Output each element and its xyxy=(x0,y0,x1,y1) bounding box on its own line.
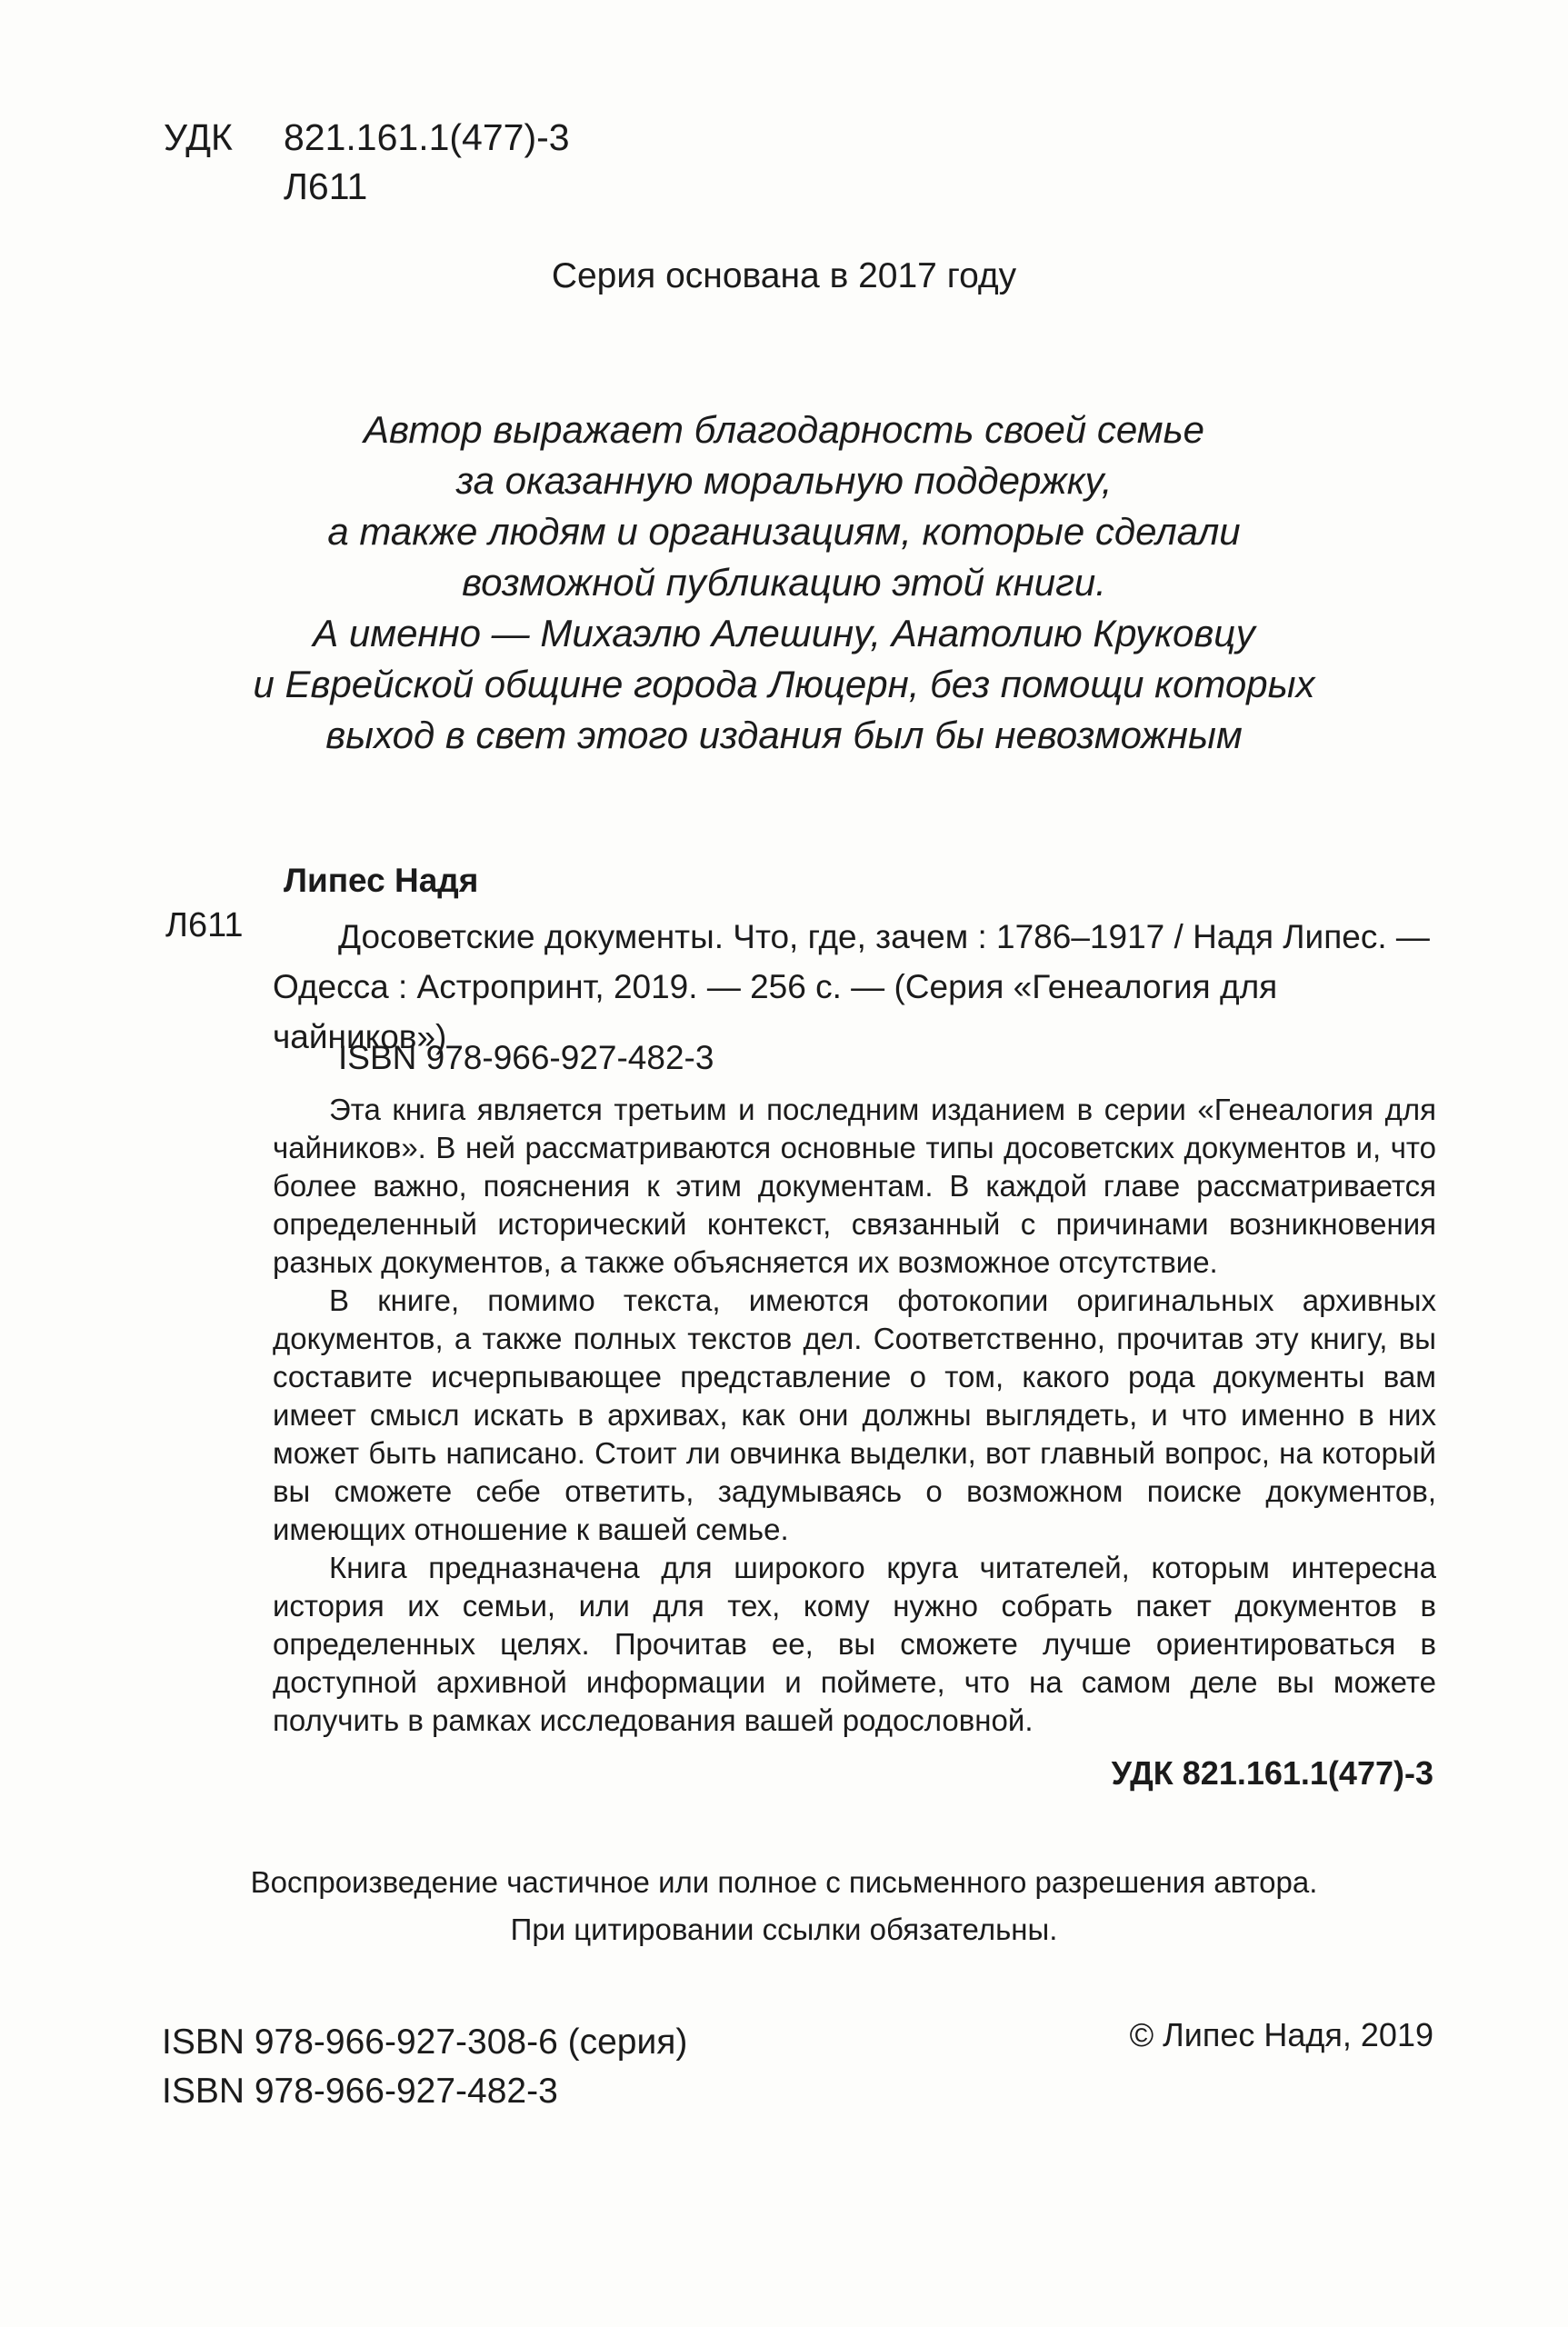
copyright-notice: © Липес Надя, 2019 xyxy=(1129,2016,1433,2053)
acknowledgement-line: Автор выражает благодарность своей семье xyxy=(363,408,1205,451)
udk-footer: УДК 821.161.1(477)-3 xyxy=(1111,1754,1433,1792)
series-note: Серия основана в 2017 году xyxy=(551,256,1017,295)
rights-line: При цитировании ссылки обязательны. xyxy=(510,1913,1058,1946)
isbn-series: ISBN 978-966-927-308-6 (серия) xyxy=(162,2022,688,2062)
acknowledgement xyxy=(0,404,1568,761)
abstract xyxy=(273,1091,1436,1740)
abstract-paragraph: В книге, помимо текста, имеются фотокопии оригинальных архивных документов, а также полных текстов дел. Соответственно, прочитав эту книгу, вы составите исчерпывающее представление о том, какого рода документы вам имеет смысл искать в архивах, как они должны выглядеть, и что именно в них может быть написано. Стоит ли овчинка выделки, вот главный вопрос, на который вы сможете себе ответить, задумываясь о возможном поиске документов, имеющих отношение к вашей семье. xyxy=(273,1283,1436,1546)
abstract-paragraph: Книга предназначена для широкого круга читателей, которым интересна история их семьи, или для тех, кому нужно собрать пакет документов в определенных целях. Прочитав ее, вы сможете лучше ориентироваться в доступной архивной информации и поймете, что на самом деле вы можете получить в рамках исследования вашей родословной. xyxy=(273,1551,1436,1737)
acknowledgement-line: а также людям и организациям, которые сделали xyxy=(327,510,1241,553)
rights-line: Воспроизведение частичное или полное с письменного разрешения автора. xyxy=(250,1865,1318,1899)
acknowledgement-line: за оказанную моральную поддержку, xyxy=(455,459,1113,502)
acknowledgement-line: А именно — Михаэлю Алешину, Анатолию Круковцу xyxy=(313,612,1255,654)
abstract-paragraph: Эта книга является третьим и последним изданием в серии «Генеалогия для чайников». В ней рассматриваются основные типы досоветских документов и, что более важно, пояснения к этим документам. В каждой главе рассматривается определенный исторический контекст, связанный с причинами возникновения разных документов, а также объясняется их возможное отсутствие. xyxy=(273,1093,1436,1279)
udk-label: УДК xyxy=(164,116,233,158)
acknowledgement-line: выход в свет этого издания был бы невозможным xyxy=(325,714,1243,756)
catalog-author-heading: Липес Надя xyxy=(284,862,479,899)
isbn-book: ISBN 978-966-927-482-3 xyxy=(162,2072,558,2111)
catalog-author-mark: Л611 xyxy=(165,906,244,944)
udk-code: 821.161.1(477)-3 xyxy=(284,116,570,158)
acknowledgement-line: и Еврейской общине города Люцерн, без помощи которых xyxy=(253,663,1315,705)
author-mark: Л611 xyxy=(284,165,368,207)
bibliographic-description: Досоветские документы. Что, где, зачем : 1786–1917 / Надя Липес. — Одесса : Астропринт, 2019. — 256 с. — (Серия «Генеалогия для чайников») xyxy=(273,918,1430,1055)
acknowledgement-line: возможной публикацию этой книги. xyxy=(462,561,1106,604)
catalog-isbn: ISBN 978-966-927-482-3 xyxy=(338,1039,714,1076)
rights-notice xyxy=(0,1859,1568,1953)
isbn-list xyxy=(162,2018,687,2116)
